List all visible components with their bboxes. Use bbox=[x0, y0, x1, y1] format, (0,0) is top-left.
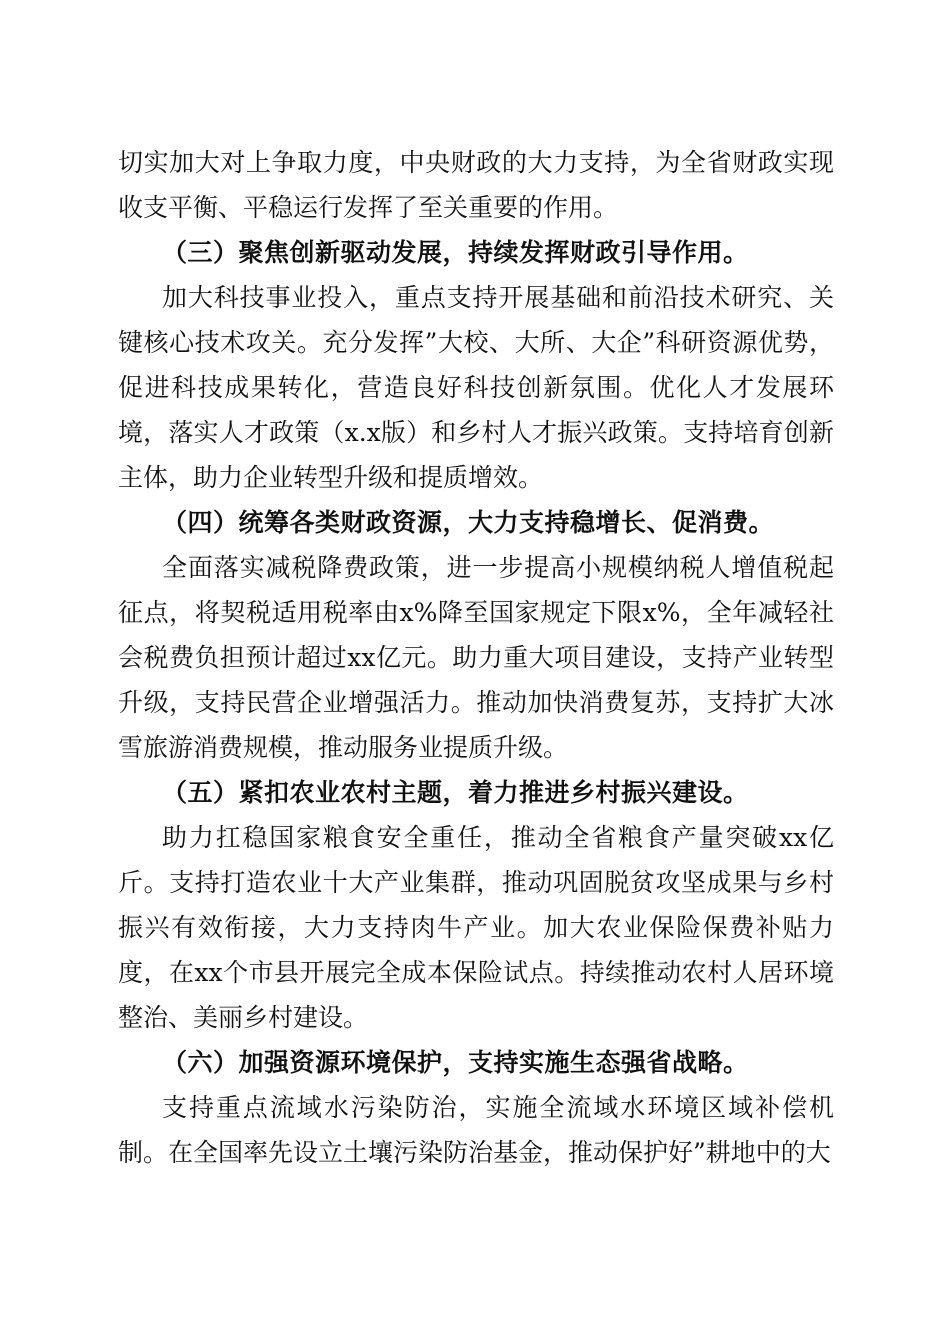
section-heading-3: （三）聚焦创新驱动发展，持续发挥财政引导作用。 bbox=[162, 238, 749, 267]
paragraph-tax-reduction: 全面落实减税降费政策，进一步提高小规模纳税人增值税起征点，将契税适用税率由x%降至国家规定下限x%，全年减轻社会税费负担预计超过xx亿元。助力重大项目建设，支持产业转型升级，支持民营企业增强活力。推动加快消费复苏，支持扩大冰雪旅游消费规模，推动服务业提质升级。 bbox=[118, 553, 834, 762]
section-heading-6: （六）加强资源环境保护，支持实施生态强省战略。 bbox=[162, 1048, 749, 1077]
paragraph-continuation: 切实加大对上争取力度，中央财政的大力支持，为全省财政实现收支平衡、平稳运行发挥了至关重要的作用。 bbox=[118, 148, 834, 222]
paragraph-tech-innovation: 加大科技事业投入，重点支持开展基础和前沿技术研究、关键核心技术攻关。充分发挥”大校、大所、大企”科研资源优势，促进科技成果转化，营造良好科技创新氛围。优化人才发展环境，落实人才政策（x.x版）和乡村人才振兴政策。支持培育创新主体，助力企业转型升级和提质增效。 bbox=[118, 283, 834, 492]
section-heading-5: （五）紧扣农业农村主题，着力推进乡村振兴建设。 bbox=[162, 778, 749, 807]
document-body bbox=[118, 140, 834, 1175]
paragraph-environment: 支持重点流域水污染防治，实施全流域水环境区域补偿机制。在全国率先设立土壤污染防治基金，推动保护好”耕地中的大 bbox=[118, 1093, 834, 1167]
section-heading-4: （四）统筹各类财政资源，大力支持稳增长、促消费。 bbox=[162, 508, 775, 537]
paragraph-rural-revitalization: 助力扛稳国家粮食安全重任，推动全省粮食产量突破xx亿斤。支持打造农业十大产业集群，推动巩固脱贫攻坚成果与乡村振兴有效衔接，大力支持肉牛产业。加大农业保险保费补贴力度，在xx个市县开展完全成本保险试点。持续推动农村人居环境整治、美丽乡村建设。 bbox=[118, 823, 834, 1032]
